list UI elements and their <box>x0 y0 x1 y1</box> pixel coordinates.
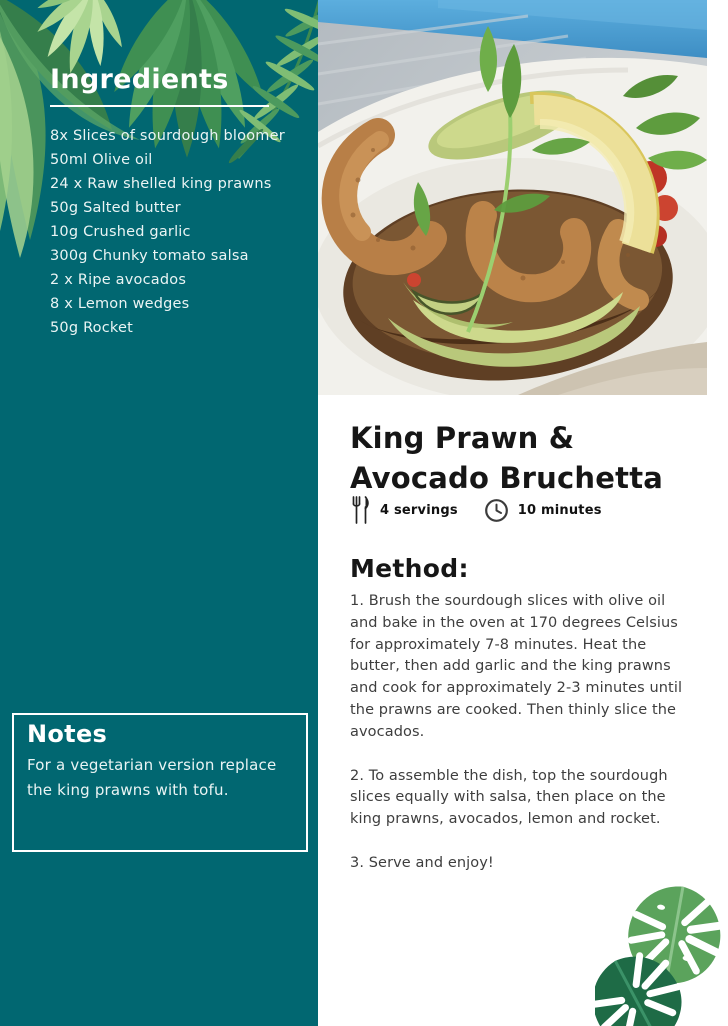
method-step-1: 1. Brush the sourdough slices with olive oil and bake in the oven at 170 degrees Celsius for approximately 7-8 minutes. Heat the butter, then add garlic and the king prawns and cook for approximately 2-3 minutes until the prawns are cooked. Then thinly slice the avocados. <box>350 593 683 740</box>
ingredient-item: 24 x Raw shelled king prawns <box>50 176 272 192</box>
ingredient-item: 2 x Ripe avocados <box>50 272 187 288</box>
ingredient-item: 8 x Lemon wedges <box>50 296 190 312</box>
ingredient-item: 50g Rocket <box>50 320 134 336</box>
monstera-leaves-icon <box>595 880 727 1026</box>
ingredients-title: Ingredients <box>50 64 229 95</box>
notes-text: For a vegetarian version replace the king prawns with tofu. <box>27 756 277 799</box>
recipe-title <box>350 418 695 498</box>
ingredient-item: 8x Slices of sourdough bloomer <box>50 128 285 144</box>
ingredients-underline <box>50 105 269 107</box>
servings-label: 4 servings <box>380 502 458 518</box>
ingredient-item: 50ml Olive oil <box>50 152 153 168</box>
ingredient-item: 300g Chunky tomato salsa <box>50 248 249 264</box>
ingredients-list <box>50 124 300 340</box>
notes-title: Notes <box>27 720 108 748</box>
notes-box <box>12 713 308 852</box>
recipe-title-line1: King Prawn & <box>350 421 575 455</box>
ingredients-sidebar <box>0 0 318 1026</box>
ingredients-section <box>50 64 300 340</box>
method-steps <box>350 591 686 875</box>
ingredient-item: 10g Crushed garlic <box>50 224 191 240</box>
recipe-title-line2: Avocado Bruchetta <box>350 461 664 495</box>
fork-knife-icon <box>351 495 370 525</box>
king-prawn-avocado-bruchetta-photo <box>318 0 707 395</box>
recipe-meta <box>351 494 602 526</box>
dish-photo <box>318 0 707 395</box>
method-step-3: 3. Serve and enjoy! <box>350 854 494 871</box>
time-label: 10 minutes <box>517 502 602 518</box>
clock-icon <box>484 498 509 523</box>
method-step-2: 2. To assemble the dish, top the sourdough slices equally with salsa, then place on the king prawns, avocados, lemon and rocket. <box>350 767 668 828</box>
method-title: Method: <box>350 554 469 583</box>
ingredient-item: 50g Salted butter <box>50 200 181 216</box>
